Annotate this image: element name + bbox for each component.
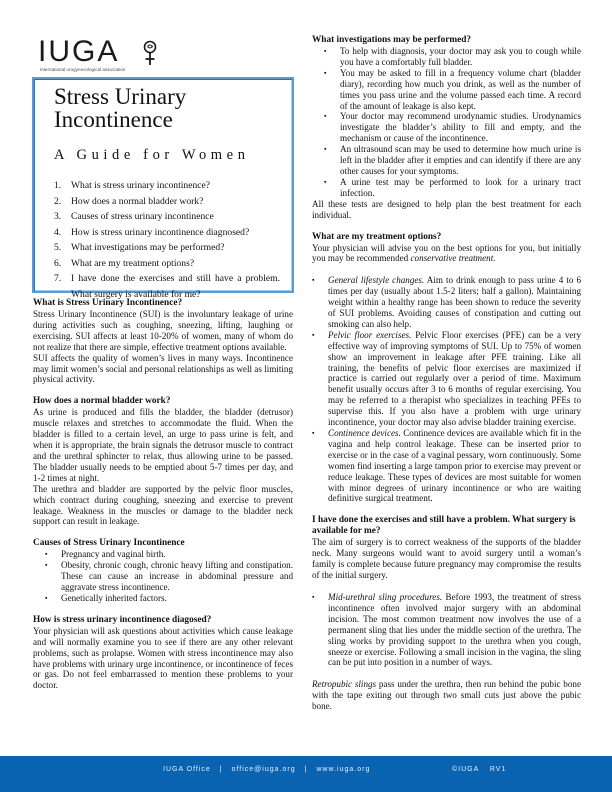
list-item: ▪ A urine test may be performed to look for a urinary tract infection. xyxy=(324,177,581,199)
paragraph: The aim of surgery is to correct weakness of the supports of the bladder neck. Many surgeons would want to avoid surgery until a woman’s family is complete because future pregnancy may compromise the results of the initial surgery. xyxy=(312,537,581,581)
copyright-text: ©IUGA xyxy=(452,766,479,773)
toc-number: 1. xyxy=(54,180,62,191)
logo-tagline: international urogynecological association xyxy=(40,67,126,72)
toc-item xyxy=(54,225,280,241)
treatment-intro: Your physician will advise you on the best options for you, but initially you may be recommended xyxy=(312,242,581,264)
item-text: Before 1993, the treatment of stress incontinence often involved major surgery with an abdominal incision. The most common treatment now involves the use of a permanent sling that lies under the middle section of the urethra. The sling works by providing support to the urethra when you cough, sneeze or exercise. Following a small incision in the vagina, the sling can be put into position in a number of ways. xyxy=(328,591,582,668)
list-item xyxy=(312,275,581,330)
section-heading: What is Stress Urinary Incontinence? xyxy=(33,298,183,308)
section-heading: How is stress urinary incontinence diagosed? xyxy=(33,614,212,625)
toc-item xyxy=(54,256,280,272)
logo-wordmark: IUGA xyxy=(38,35,120,68)
toc-text: What are my treatment options? xyxy=(71,257,195,269)
item-lead: Pelvic floor exercises. xyxy=(328,329,412,340)
list-item xyxy=(312,428,581,504)
toc-text: How is stress urinary incontinence diagnosed? xyxy=(71,226,250,238)
venus-symbol-icon xyxy=(142,40,158,66)
item-lead: General lifestyle changes. xyxy=(328,275,425,286)
footer-email-link[interactable]: office@iuga.org xyxy=(231,766,296,773)
item-text: Aim to drink enough to pass urine 4 to 6 times per day (usually about 1.5-2 liters; half a gallon). Maintaining weight within a healthy range has been shown to reduce the severity of SUI problems. Avoiding causes of constipation and cutting out smoking can also help. xyxy=(328,275,581,329)
surgery-list xyxy=(312,592,581,668)
section-heading: What are my treatment options? xyxy=(312,231,442,242)
investigations-list xyxy=(312,46,581,199)
treatment-intro-emphasis: conservative treatment. xyxy=(410,253,496,264)
toc-item xyxy=(54,178,280,194)
document-subtitle: A Guide for Women xyxy=(54,147,250,163)
list-item xyxy=(312,330,581,428)
list-item: ▪ Pregnancy and vaginal birth. xyxy=(45,549,293,560)
list-item: ▪ You may be asked to fill in a frequency volume chart (bladder diary), recording how much you drink, as well as the number of times you pass urine and the volume passed each time. A record of the amount of leakage is also kept. xyxy=(324,68,581,112)
toc-number: 5. xyxy=(54,242,62,253)
section-heading: Causes of Stress Urinary Incontinence xyxy=(33,538,185,549)
revision-label: RV1 xyxy=(489,766,507,773)
section-diagnosed xyxy=(33,615,293,691)
right-column xyxy=(312,35,581,723)
section-what-is-sui xyxy=(33,298,293,385)
paragraph: Your physician will ask questions about activities which cause leakage and will normally examine you to see if there are any other relevant problems, such as prolapse. Women with stress incontinence may also have problems with urinary urge incontinence, or incontinence of feces or gas. Do not feel embarrassed to mention these problems to your doctor. xyxy=(33,625,293,691)
retropubic-lead: Retropubic slings xyxy=(312,679,377,690)
section-surgery xyxy=(312,515,581,712)
paragraph: All these tests are designed to help plan the best treatment for each individual. xyxy=(312,198,581,220)
toc-number: 4. xyxy=(54,226,62,238)
list-item: ▪ Your doctor may recommend urodynamic studies. Urodynamics investigate the bladder’s ability to fill and empty, and the mechanism or cause of the incontinence. xyxy=(324,111,581,144)
paragraph xyxy=(312,679,581,712)
toc-item xyxy=(54,240,280,256)
document-title xyxy=(54,85,280,131)
left-column xyxy=(33,298,293,702)
toc-text: What investigations may be performed? xyxy=(71,242,225,253)
toc-number: 3. xyxy=(54,211,62,222)
paragraph: SUI affects the quality of women’s lives in many ways. Incontinence may limit women’s social and personal relationships as well as limiting physical activity. xyxy=(33,352,293,385)
footer-copyright xyxy=(452,766,506,773)
toc-number: 2. xyxy=(54,195,62,207)
title-line-1: Stress Urinary xyxy=(54,84,187,109)
item-text: Continence devices are available which fit in the vagina and help control leakage. These can be inserted prior to exercise or in the case of a vaginal pessary, worn continuously. Some women find inserting a large tampon prior to exercise may prevent or reduce leakage. These types of devices are most suitable for women with minor degrees of urinary incontinence or who are waiting definitive surgical treatment. xyxy=(328,428,581,504)
section-investigations xyxy=(312,35,581,221)
iuga-logo xyxy=(38,35,158,74)
retropubic-text: pass under the urethra, then run behind the pubic bone with the tape exiting out through two small cuts just above the pubic bone. xyxy=(312,679,581,712)
toc-text: How does a normal bladder work? xyxy=(71,195,204,207)
section-normal-bladder xyxy=(33,396,293,527)
toc-number: 7. xyxy=(54,273,62,284)
paragraph: As urine is produced and fills the bladder, the bladder (detrusor) muscle relaxes and stretches to accommodate the fluid. When the bladder is filled to a certain level, an urge to pass urine is felt, and when it is appropriate, the brain signals the detrusor muscle to contract and the urethral sphincter to relax, thus allowing urine to be passed. The bladder usually needs to be emptied about 5-7 times per day, and 1-2 times at night. xyxy=(33,407,293,483)
section-heading: What investigations may be performed? xyxy=(312,35,472,45)
toc-text: Causes of stress urinary incontinence xyxy=(71,211,214,222)
title-line-2: Incontinence xyxy=(54,107,173,132)
paragraph xyxy=(312,243,581,265)
toc-text: What is stress urinary incontinence? xyxy=(71,180,211,191)
list-item: ▪ Genetically inherited factors. xyxy=(45,593,293,604)
paragraph: The urethra and bladder are supported by the pelvic floor muscles, which contract during coughing, sneezing and exercise to prevent leakage. Weakness in the muscles or damage to the bladder neck support can result in leakage. xyxy=(33,483,293,527)
footer-separator: | xyxy=(219,766,223,773)
treatment-list xyxy=(312,275,581,504)
title-box xyxy=(32,77,294,300)
list-item: ▪ An ultrasound scan may be used to determine how much urine is left in the bladder after it empties and can identify if there are any other causes for your symptoms. xyxy=(324,144,581,177)
list-item: ▪ Obesity, chronic cough, chronic heavy lifting and constipation. These can cause an increase in abdominal pressure and aggravate stress incontinence. xyxy=(45,560,293,593)
item-lead: Mid-urethral sling procedures. xyxy=(328,591,443,602)
toc-item xyxy=(54,209,280,225)
footer-separator: | xyxy=(304,766,308,773)
item-text: Pelvic Floor exercises (PFE) can be a very effective way of improving symptoms of SUI. Up to 75% of women show an improvement in leakage after PFE training. Like all training, the benefits of pelvic floor exercises are maximized if practice is carried out regularly over a period of time. Maximum benefit usually occurs after 3 to 6 months of regular exercising. You may be referred to a therapist who specializes in teaching PFEs to supervise this. If you also have a problem with urge urinary incontinence, your doctor may also advise bladder training exercise. xyxy=(328,329,581,428)
toc-item xyxy=(54,194,280,210)
toc-text: I have done the exercises and still have a problem. What surgery is available for me? xyxy=(71,273,280,300)
footer-contact xyxy=(163,766,370,773)
list-item xyxy=(312,592,581,668)
footer-office: IUGA Office xyxy=(163,766,211,773)
footer-website-link[interactable]: www.iuga.org xyxy=(316,766,371,773)
section-heading: I have done the exercises and still have a problem. What surgery is available for me? xyxy=(312,515,576,537)
section-causes xyxy=(33,538,293,604)
toc-number: 6. xyxy=(54,257,62,269)
causes-list xyxy=(33,549,293,604)
footer-bar xyxy=(0,756,612,792)
paragraph: Stress Urinary Incontinence (SUI) is the involuntary leakage of urine during activities such as coughing, sneezing, lifting, laughing or exercising. SUI affects at least 10-20% of women, many of whom do not realize that there are simple, effective treatment options available. xyxy=(33,309,293,352)
item-lead: Continence devices. xyxy=(328,428,401,438)
section-treatment xyxy=(312,232,581,505)
table-of-contents xyxy=(54,178,280,302)
list-item: ▪ To help with diagnosis, your doctor may ask you to cough while you have a comfortably full bladder. xyxy=(324,46,581,68)
section-heading: How does a normal bladder work? xyxy=(33,396,171,407)
